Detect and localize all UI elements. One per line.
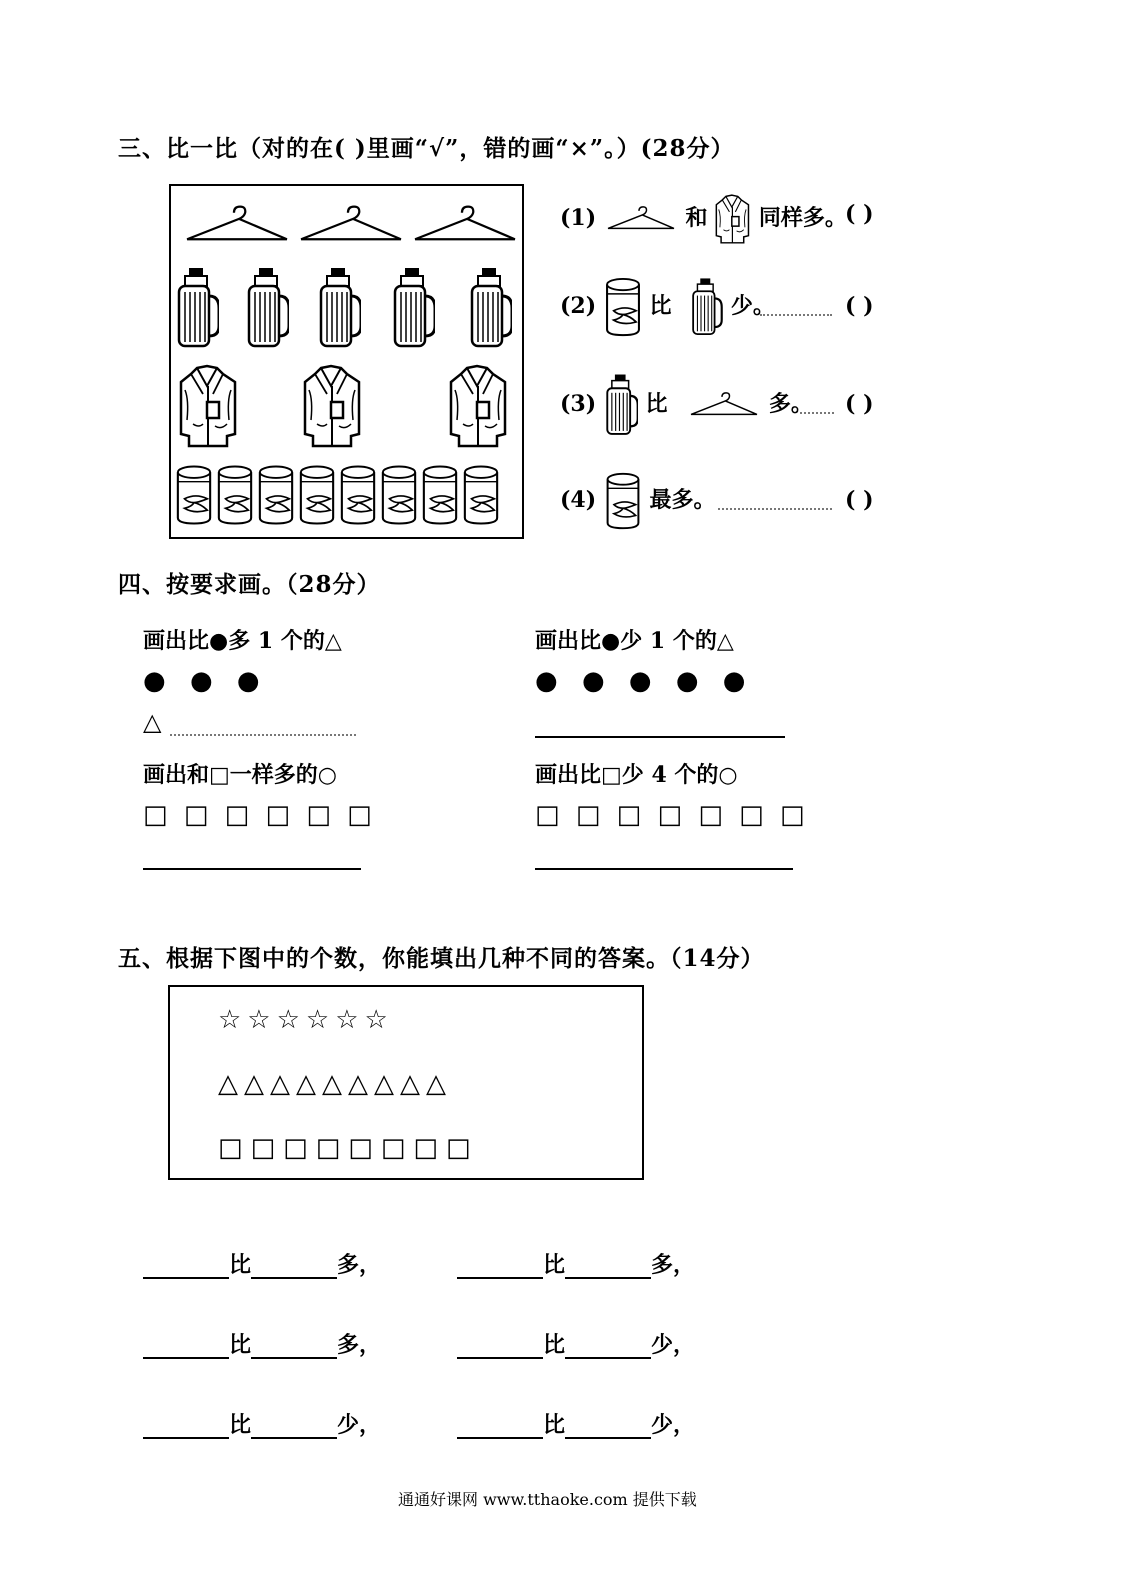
fill-row-1-right [457, 1248, 695, 1279]
cup-icon [462, 464, 500, 526]
stars-row: ☆☆☆☆☆☆ [218, 1005, 394, 1035]
cup-icon [298, 464, 336, 526]
footer-credit: 通通好课网 www.tthaoke.com 提供下载 [398, 1490, 697, 1509]
fill-row-2-right [457, 1328, 695, 1359]
compare-result: 多， [337, 1252, 382, 1278]
compare-word: 比 [543, 1332, 566, 1358]
squares-row: □ □ □ □ □ □ □ [535, 800, 809, 830]
q3-item-3 [560, 372, 813, 436]
item-statement-end: 少。 [730, 293, 775, 319]
coat-icon [715, 194, 751, 244]
black-dots-row: ● ● ● [143, 666, 268, 696]
item-number: (2) [560, 293, 597, 319]
item-statement-end: 同样多。 [758, 205, 847, 231]
q3-answer-slot-1[interactable]: ( ) [845, 201, 874, 227]
cup-icon [604, 472, 642, 530]
q3-item-4 [560, 470, 716, 530]
thermos-icon [604, 373, 638, 437]
draw-task-label: 画出比●多 1 个的△ [143, 628, 342, 654]
hanger-icon [295, 204, 407, 246]
q3-item-1 [560, 194, 847, 234]
hanger-icon [687, 391, 761, 419]
coat-icon [449, 364, 509, 448]
cup-icon [257, 464, 295, 526]
answer-blank[interactable] [565, 1415, 651, 1439]
section5-heading: 五、根据下图中的个数，你能填出几种不同的答案。（14分） [118, 945, 765, 972]
answer-line[interactable] [535, 736, 785, 738]
compare-word: 比 [229, 1252, 252, 1278]
compare-result: 多， [651, 1252, 696, 1278]
answer-blank[interactable] [143, 1335, 229, 1359]
cup-icon [604, 277, 642, 337]
q3-answer-slot-4[interactable]: ( ) [845, 487, 874, 513]
compare-word: 比 [229, 1332, 252, 1358]
fill-row-1-left [143, 1248, 381, 1279]
item-connector: 和 [685, 205, 708, 231]
section3-heading: 三、比一比（对的在( )里画“√”，错的画“×”。）(28分） [118, 135, 735, 162]
answer-dotted-line[interactable] [170, 734, 356, 736]
item-number: (1) [560, 205, 597, 231]
compare-result: 多， [337, 1332, 382, 1358]
cup-icon [339, 464, 377, 526]
compare-result: 少， [337, 1412, 382, 1438]
coat-icon [179, 364, 239, 448]
dotted-leader [718, 508, 832, 510]
answer-line[interactable] [143, 868, 361, 870]
answer-blank[interactable] [565, 1335, 651, 1359]
cup-icon [380, 464, 418, 526]
draw-task-label: 画出比●少 1 个的△ [535, 628, 734, 654]
thermos-icon [317, 266, 361, 350]
dotted-leader [800, 412, 834, 414]
hanger-icon [181, 204, 293, 246]
black-dots-row: ● ● ● ● ● [535, 666, 754, 696]
thermos-icon [391, 266, 435, 350]
answer-blank[interactable] [143, 1255, 229, 1279]
answer-blank[interactable] [457, 1415, 543, 1439]
q3-answer-slot-2[interactable]: ( ) [845, 293, 874, 319]
cup-icon [175, 464, 213, 526]
thermos-icon [175, 266, 219, 350]
answer-blank[interactable] [457, 1255, 543, 1279]
squares-row: □ □ □ □ □ □ [143, 800, 376, 830]
shape-count-box [168, 985, 644, 1180]
item-connector: 比 [649, 293, 672, 319]
comparison-picture-box [169, 184, 524, 539]
compare-result: 少， [651, 1412, 696, 1438]
item-statement-end: 最多。 [649, 487, 716, 513]
triangle-answer-start: △ [143, 708, 162, 736]
hanger-icon [409, 204, 521, 246]
answer-blank[interactable] [251, 1415, 337, 1439]
answer-blank[interactable] [565, 1255, 651, 1279]
triangles-row: △△△△△△△△△ [218, 1069, 452, 1099]
answer-line[interactable] [535, 868, 793, 870]
hanger-icon [604, 205, 678, 233]
item-number: (4) [560, 487, 597, 513]
answer-blank[interactable] [457, 1335, 543, 1359]
answer-blank[interactable] [251, 1335, 337, 1359]
coat-icon [303, 364, 363, 448]
fill-row-3-left [143, 1408, 381, 1439]
q3-item-2 [560, 276, 775, 336]
answer-blank[interactable] [251, 1255, 337, 1279]
compare-word: 比 [229, 1412, 252, 1438]
thermos-icon [689, 277, 723, 337]
cup-icon [216, 464, 254, 526]
section4-heading: 四、按要求画。（28分） [118, 571, 381, 598]
compare-result: 少， [651, 1332, 696, 1358]
cup-icon [421, 464, 459, 526]
compare-word: 比 [543, 1412, 566, 1438]
answer-blank[interactable] [143, 1415, 229, 1439]
q3-answer-slot-3[interactable]: ( ) [845, 391, 874, 417]
fill-row-3-right [457, 1408, 695, 1439]
item-statement-end: 多。 [768, 391, 813, 417]
item-connector: 比 [645, 391, 668, 417]
draw-task-label: 画出和□一样多的○ [143, 762, 337, 788]
fill-row-2-left [143, 1328, 381, 1359]
dotted-leader [760, 314, 832, 316]
item-number: (3) [560, 391, 597, 417]
draw-task-label: 画出比□少 4 个的○ [535, 762, 738, 788]
squares-row: □□□□□□□□ [218, 1133, 479, 1163]
compare-word: 比 [543, 1252, 566, 1278]
thermos-icon [468, 266, 512, 350]
thermos-icon [245, 266, 289, 350]
